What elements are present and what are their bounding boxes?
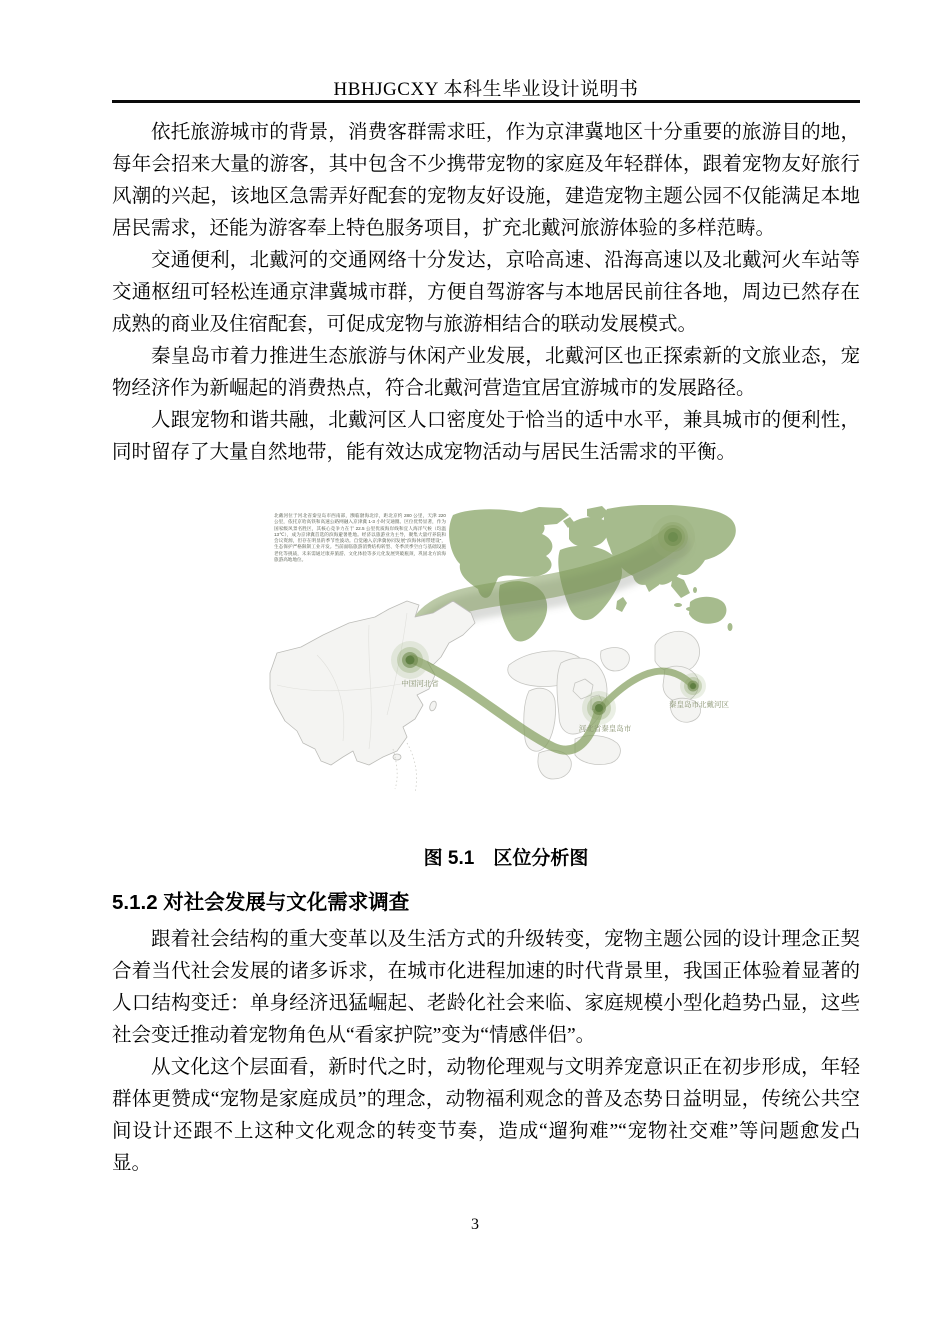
page-number: 3 <box>471 1216 479 1233</box>
figure-caption: 图 5.1 区位分析图 <box>423 848 589 869</box>
china-map <box>270 601 475 765</box>
paragraph: 交通便利，北戴河的交通网络十分发达，京哈高速、沿海高速以及北戴河火车站等交通枢纽可轻松连通京津冀城市群，方便自驾游客与本地居民前往各地，周边已然存在成熟的商业及住宿配套，可促成宠物与旅游相结合的联动发展模式。 <box>112 250 860 335</box>
paragraph: 从文化这个层面看，新时代之时，动物伦理观与文明养宠意识正在初步形成，年轻群体更赞成“宠物是家庭成员”的理念，动物福利观念的普及态势日益明显，传统公共空间设计还跟不上这种文化观念的转变节奏，造成“遛狗难”“宠物社交难”等问题愈发凸显。 <box>112 1057 860 1174</box>
marker-world-china <box>651 515 695 559</box>
paragraph: 人跟宠物和谐共融，北戴河区人口密度处于恰当的适中水平，兼具城市的便利性，同时留存了大量自然地带，能有效达成宠物活动与居民生活需求的平衡。 <box>112 410 860 463</box>
paragraph: 依托旅游城市的背景，消费客群需求旺，作为京津冀地区十分重要的旅游目的地，每年会招来大量的游客，其中包含不少携带宠物的家庭及年轻群体，跟着宠物友好旅行风潮的兴起，该地区急需弄好配套的宠物友好设施，建造宠物主题公园不仅能满足本地居民需求，还能为游客奉上特色服务项目，扩充北戴河旅游体验的多样范畴。 <box>112 122 860 239</box>
section-heading: 5.1.2 对社会发展与文化需求调查 <box>112 891 410 914</box>
marker-qinhuangdao <box>582 691 616 725</box>
body-text-bottom <box>112 924 860 1180</box>
paragraph: 跟着社会结构的重大变革以及生活方式的升级转变，宠物主题公园的设计理念正契合着当代社会发展的诸多诉求，在城市化进程加速的时代背景里，我国正体验着显著的人口结构变迁：单身经济迅猛崛起、老龄化社会来临、家庭规模小型化趋势凸显，这些社会变迁推动着宠物角色从“看家护院”变为“情感伴侣”。 <box>112 929 860 1046</box>
header-rule <box>112 100 860 103</box>
page-header: HBHJGCXY 本科生毕业设计说明书 <box>333 79 639 100</box>
body-text-top <box>112 117 860 469</box>
map-intro-text: 北戴河位于河北省秦皇岛市西南部，濒临渤海北岸，距北京约 280 公里，天津 220 公里，依托京哈高铁和高速公路网融入京津冀 1-3 小时交通圈。区位优势显著，作为国家级风景名胜区，其核心竞争力在于 22.5 公里优质海岸线和宜人海洋气候（均温 13℃），成为京津冀首选的滨海避暑胜地。经济以旅游业为主导，聚集大量疗养院和会议资源，但存在明显的季节性波动。自觉融入京津冀协同发展“滨海休闲带建设”，生态保护严格限制工业开发。当前面临旅游消费结构转型、冬季淡季空白与基础设施老化等挑战，未来需通过康养旅游、文化体验等多元化发展突破瓶颈，巩固北方滨海旅游高地地位。 <box>274 513 446 563</box>
paragraph: 秦皇岛市着力推进生态旅游与休闲产业发展，北戴河区也正探索新的文旅业态，宠物经济作为新崛起的消费热点，符合北戴河营造宜居宜游城市的发展路径。 <box>112 346 860 399</box>
map-label-hebei-qinhuangdao: 河北省秦皇岛市 <box>578 724 632 733</box>
figure-location-analysis <box>257 505 739 817</box>
marker-hebei <box>391 641 429 679</box>
marker-beidaihe <box>680 673 706 699</box>
map-label-china-hebei: 中国河北省 <box>401 679 439 688</box>
map-label-qinhuangdao-beidaihe: 秦皇岛市北戴河区 <box>669 700 729 709</box>
